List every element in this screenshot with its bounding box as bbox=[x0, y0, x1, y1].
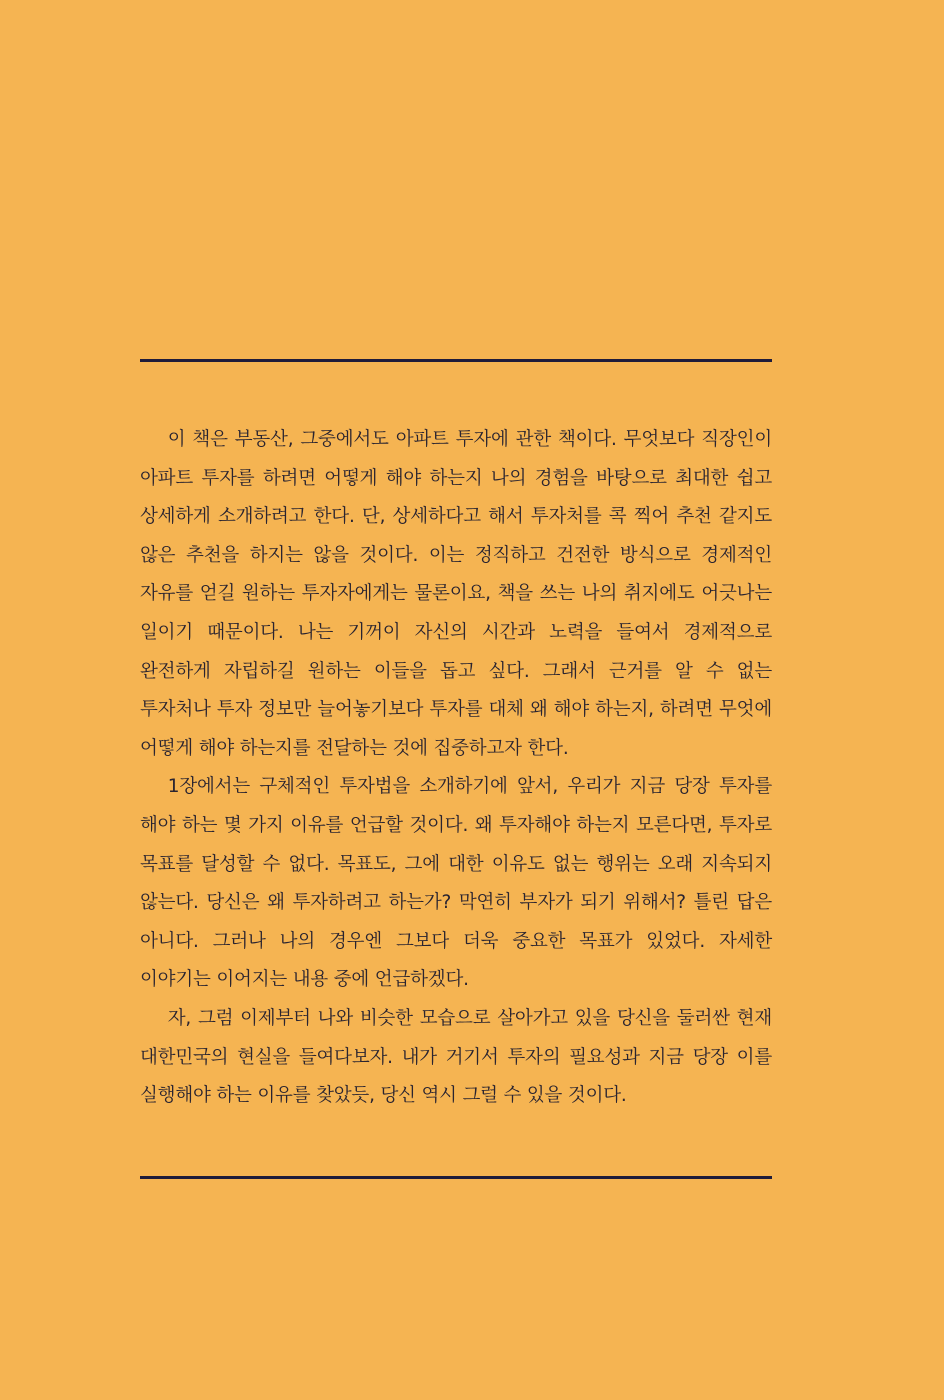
paragraph-2: 1장에서는 구체적인 투자법을 소개하기에 앞서, 우리가 지금 당장 투자를 해야 하는 몇 가지 이유를 언급할 것이다. 왜 투자해야 하는지 모른다면, 투자로 목표를 달성할 수 없다. 목표도, 그에 대한 이유도 없는 행위는 오래 지속되지 않는다. 당신은 왜 투자하려고 하는가? 막연히 부자가 되기 위해서? 틀린 답은 아니다. 그러나 나의 경우엔 그보다 더욱 중요한 목표가 있었다. 자세한 이야기는 이어지는 내용 중에 언급하겠다. bbox=[140, 776, 772, 991]
bottom-divider bbox=[140, 1176, 772, 1179]
paragraph-3: 자, 그럼 이제부터 나와 비슷한 모습으로 살아가고 있을 당신을 둘러싼 현재 대한민국의 현실을 들여다보자. 내가 거기서 투자의 필요성과 지금 당장 이를 실행해야 하는 이유를 찾았듯, 당신 역시 그럴 수 있을 것이다. bbox=[140, 1007, 772, 1107]
paragraph-1: 이 책은 부동산, 그중에서도 아파트 투자에 관한 책이다. 무엇보다 직장인이 아파트 투자를 하려면 어떻게 해야 하는지 나의 경험을 바탕으로 최대한 쉽고 상세하게 소개하려고 한다. 단, 상세하다고 해서 투자처를 콕 찍어 추천 같지도 않은 추천을 하지는 않을 것이다. 이는 정직하고 건전한 방식으로 경제적인 자유를 얻길 원하는 투자자에게는 물론이요, 책을 쓰는 나의 취지에도 어긋나는 일이기 때문이다. 나는 기꺼이 자신의 시간과 노력을 들여서 경제적으로 완전하게 자립하길 원하는 이들을 돕고 싶다. 그래서 근거를 알 수 없는 투자처나 투자 정보만 늘어놓기보다 투자를 대체 왜 해야 하는지, 하려면 무엇에 어떻게 해야 하는지를 전달하는 것에 집중하고자 한다. bbox=[140, 429, 772, 759]
intro-text-block bbox=[140, 421, 772, 1116]
top-divider bbox=[140, 359, 772, 362]
